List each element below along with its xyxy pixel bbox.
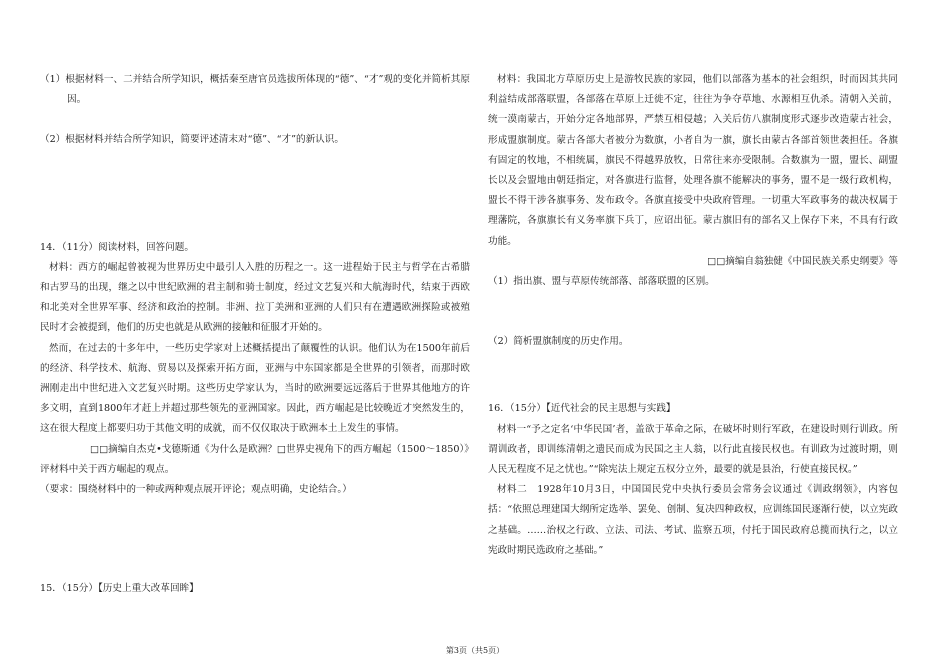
question-15-material: 材料：我国北方草原历史上是游牧民族的家园，他们以部落为基本的社会组织，时而因其共同利益结成部落联盟，各部落在草原上迁徙不定，往往为争夺草地、水源相互仇杀。清朝入关前，统一漠南蒙古，开始分定各地部界，严禁互相侵越；入关后仿八旗制度形式逐步改造蒙古社会，形成盟旗制度。蒙古各部大者被分为数旗，小者自为一旗，旗长由蒙古各部首领世袭担任。各旗有固定的牧地，不相统属，旗民不得越界放牧，日常往来亦受限制。合数旗为一盟，盟长、副盟长以及会盟地由朝廷指定，对各旗进行监督，处理各旗不能解决的事务，盟不是一级行政机构，盟长不得干涉各旗事务、发布政令。各旗直接受中央政府管理。一切重大军政事务的裁决权属于理藩院，各旗旗长有义务率旗下兵丁，应诏出征。蒙古旗旧有的部名又上保存下来，不具有行政功能。 <box>488 74 898 247</box>
question-15-heading: 15．（15分）【历史上重大改革回眸】 <box>40 583 199 595</box>
right-column <box>488 70 898 561</box>
question-16-heading: 16．（15分）【近代社会的民主思想与实践】 <box>488 403 676 415</box>
answer-space <box>40 151 470 211</box>
answer-space <box>40 110 470 130</box>
answer-space <box>488 352 898 392</box>
question-14-task: 评材料中关于西方崛起的观点。 <box>40 463 175 475</box>
question-14-material-paragraph-2: 然而，在过去的十多年中，一些历史学家对上述概括提出了颠覆性的认识。他们认为在1500年前后的经济、科学技术、航海、贸易以及探索开拓方面，亚洲与中东国家都是全世界的引领者，而那时欧洲刚走出中世纪进入文艺复兴时期。这些历史学家认为，当时的欧洲要远远落后于世界其他地方的许多文明，直到1800年才赶上并超过那些领先的亚洲国家。因此，西方崛起是比较晚近才突然发生的，这在很大程度上都要归功于其他文明的成就，而不仅仅取决于欧洲本土上发生的事情。 <box>40 342 470 435</box>
question-15-part-1: （1）指出旗、盟与草原传统部落、部落联盟的区别。 <box>488 276 715 288</box>
answer-space <box>40 500 470 580</box>
question-14-requirement: （要求：围绕材料中的一种或两种观点展开评论；观点明确，史论结合。） <box>40 484 352 496</box>
question-14-material-paragraph-1: 材料：西方的崛起曾被视为世界历史中最引人入胜的历程之一。这一进程始于民主与哲学在古希腊和古罗马的出现，继之以中世纪欧洲的君主制和骑士制度，经过文艺复兴和大航海时代，结束于西欧和北美对全世界军事、经济和政治的控制。非洲、拉丁美洲和亚洲的人们只有在遭遇欧洲探险或被殖民时才会被提到，他们的历史也就是从欧洲的接触和征服才开始的。 <box>40 261 470 334</box>
question-14-source: □□摘编自杰克•戈德斯通《为什么是欧洲？□世界史视角下的西方崛起（1500～1850）》 <box>90 443 474 455</box>
question-13-part-2: （2）根据材料并结合所学知识，简要评述清末对“德”、“才”的新认识。 <box>40 134 344 146</box>
question-14-heading: 14．（11分）阅读材料，回答问题。 <box>40 241 194 253</box>
question-16-material-1: 材料一“予之定名‘中华民国’者，盖欲于革命之际，在破坏时则行军政，在建设时则行训政。所谓训政者，即训练清朝之遗民而成为民国之主人翁，以行此直接民权也。有训政为过渡时期，则人民无程度不足之忧也。”“除宪法上规定五权分立外，最要的就是县治，行使直接民权。” <box>488 423 898 476</box>
question-13-part-1: （1）根据材料一、二并结合所学知识，概括秦至唐官员选拔所体现的“德”、“才”观的变化并简析其原因。 <box>40 74 470 106</box>
question-15-source: □□摘编自翁独健《中国民族关系史纲要》等 <box>707 255 898 267</box>
question-16-material-2: 材料二 1928年10月3日，中国国民党中央执行委员会常务会议通过《训政纲领》，内容包括：“依照总理建国大纲所定选举、罢免、创制、复决四种政权，应训练国民逐渐行使，以立宪政之基础。……治权之行政、立法、司法、考试、监察五项，付托于国民政府总揽而执行之，以立宪政时期民选政府之基础。” <box>488 484 898 556</box>
left-column <box>40 70 474 599</box>
question-15-part-2: （2）简析盟旗制度的历史作用。 <box>488 336 629 348</box>
page-footer: 第3页（共5页） <box>445 646 505 655</box>
answer-space <box>488 292 898 332</box>
